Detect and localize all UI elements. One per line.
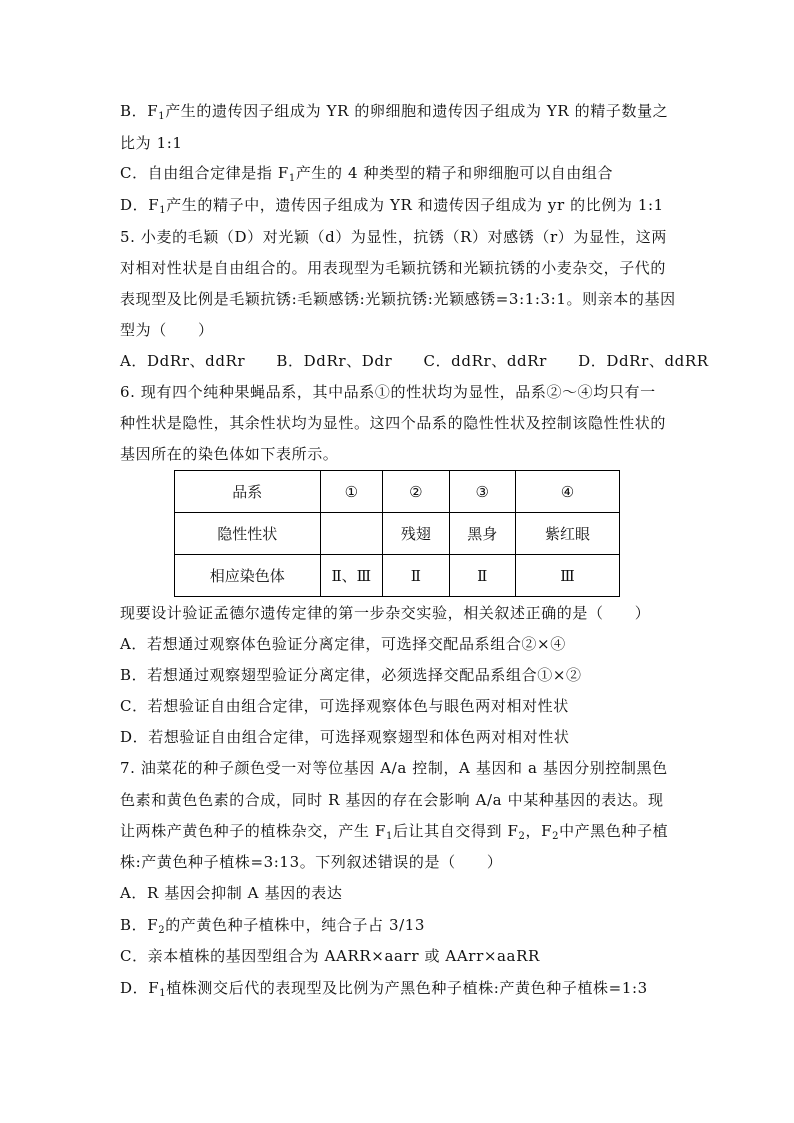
question-7-line-3: 让两株产黄色种子的植株杂交，产生 $F_1$后让其自交得到 $F_2$，$F_2$中产黑色种子植 xyxy=(120,822,669,842)
question-5-line-4: 型为（ ） xyxy=(120,321,214,339)
option-c-line: C．自由组合定律是指 $F_1$产生的 4 种类型的精子和卵细胞可以自由组合 xyxy=(120,164,614,184)
question-6-line-2: 种性状是隐性，其余性状均为显性。这四个品系的隐性性状及控制该隐性性状的 xyxy=(120,414,667,432)
question-6-option-b: B．若想通过观察翅型验证分离定律，必须选择交配品系组合①×② xyxy=(120,666,582,684)
table-cell: 黑身 xyxy=(449,513,515,555)
table-row xyxy=(175,555,620,597)
table-row xyxy=(175,471,620,513)
question-7-line-4: 株:产黄色种子植株=3:13。下列叙述错误的是（ ） xyxy=(120,853,503,871)
table-cell: Ⅱ、Ⅲ xyxy=(320,555,383,597)
question-5-line-2: 对相对性状是自由组合的。用表现型为毛颖抗锈和光颖抗锈的小麦杂交，子代的 xyxy=(120,259,667,277)
question-6-line-1: 6. 现有四个纯种果蝇品系，其中品系①的性状均为显性，品系②～④均只有一 xyxy=(120,383,656,401)
table-cell xyxy=(320,513,383,555)
table-cell: 品系 xyxy=(175,471,321,513)
question-7-option-a: A．R 基因会抑制 A 基因的表达 xyxy=(120,884,343,902)
question-5-line-3: 表现型及比例是毛颖抗锈:毛颖感锈:光颖抗锈:光颖感锈=3:1:3:1。则亲本的基因 xyxy=(120,290,676,308)
table-cell: ③ xyxy=(449,471,515,513)
question-6-option-c: C．若想验证自由组合定律，可选择观察体色与眼色两对相对性状 xyxy=(120,697,569,715)
option-d-line: D．$F_1$产生的精子中，遗传因子组成为 YR 和遗传因子组成为 yr 的比例为 1:1 xyxy=(120,196,664,216)
question-7-option-c: C．亲本植株的基因型组合为 AARR×aarr 或 AArr×aaRR xyxy=(120,947,540,965)
question-6-line-3: 基因所在的染色体如下表所示。 xyxy=(120,445,339,463)
strain-table xyxy=(174,470,620,597)
table-cell: ④ xyxy=(515,471,619,513)
option-b-line-2: 比为 1:1 xyxy=(120,134,183,152)
table-cell: 紫红眼 xyxy=(515,513,619,555)
table-cell: 相应染色体 xyxy=(175,555,321,597)
question-5-line-1: 5. 小麦的毛颖（D）对光颖（d）为显性，抗锈（R）对感锈（r）为显性，这两 xyxy=(120,228,667,246)
option-b-line-1: B．$F_1$产生的遗传因子组成为 YR 的卵细胞和遗传因子组成为 YR 的精子数量之 xyxy=(120,102,669,122)
table-cell: Ⅱ xyxy=(383,555,449,597)
table-cell: Ⅲ xyxy=(515,555,619,597)
question-5-options: A．DdRr、ddRr B．DdRr、Ddr C．ddRr、ddRr D．DdRr、ddRR xyxy=(120,352,709,370)
table-cell: 隐性性状 xyxy=(175,513,321,555)
table-cell: Ⅱ xyxy=(449,555,515,597)
question-7-option-b: B．$F_2$的产黄色种子植株中，纯合子占 3/13 xyxy=(120,916,426,936)
question-7-line-1: 7. 油菜花的种子颜色受一对等位基因 A/a 控制，A 基因和 a 基因分别控制黑色 xyxy=(120,759,668,777)
table-row xyxy=(175,513,620,555)
table-cell: ① xyxy=(320,471,383,513)
question-6-option-d: D．若想验证自由组合定律，可选择观察翅型和体色两对相对性状 xyxy=(120,728,570,746)
question-7-option-d: D．$F_1$植株测交后代的表现型及比例为产黑色种子植株:产黄色种子植株=1:3 xyxy=(120,979,648,999)
table-cell: ② xyxy=(383,471,449,513)
question-7-line-2: 色素和黄色色素的合成，同时 R 基因的存在会影响 A/a 中某种基因的表达。现 xyxy=(120,791,664,809)
table-cell: 残翅 xyxy=(383,513,449,555)
question-6-option-a: A．若想通过观察体色验证分离定律，可选择交配品系组合②×④ xyxy=(120,635,566,653)
question-6-stem: 现要设计验证孟德尔遗传定律的第一步杂交实验，相关叙述正确的是（ ） xyxy=(120,604,651,622)
